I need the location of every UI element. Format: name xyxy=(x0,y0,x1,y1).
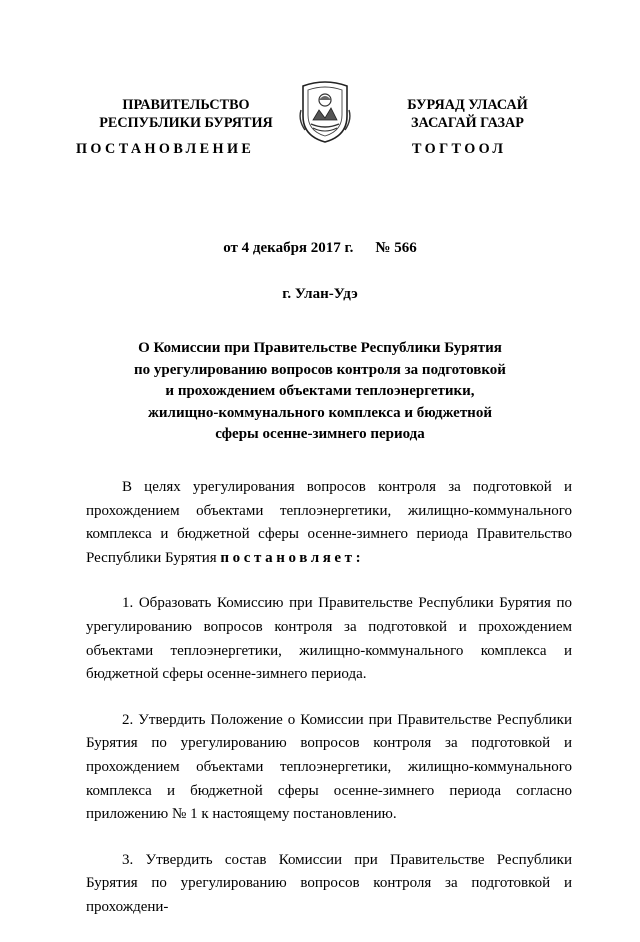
title-line: О Комиссии при Правительстве Республики Бурятия xyxy=(138,340,502,356)
preamble-keyword: постановляет: xyxy=(220,549,365,566)
document-title xyxy=(120,338,520,446)
doc-kind-ru: ПОСТАНОВЛЕНИЕ xyxy=(76,141,255,157)
preamble-paragraph xyxy=(86,476,572,570)
issuer-line-1-bua: БУРЯАД УЛАСАЙ xyxy=(407,97,528,113)
issuer-header-bua xyxy=(380,96,555,132)
title-line: и прохождением объектами теплоэнергетики, xyxy=(165,383,475,399)
title-line: жилищно-коммунального комплекса и бюджетной xyxy=(148,404,492,421)
issuer-line-2: РЕСПУБЛИКИ БУРЯТИЯ xyxy=(99,115,273,131)
resolution-item-2: 2. Утвердить Положение о Комиссии при Правительстве Республики Бурятия по урегулированию вопросов контроля за подготовкой и прохождением объектами теплоэнергетики, жилищно-коммунального комплекса и бюджетной сферы осенне-зимнего периода согласно приложению № 1 к настоящему постановлению. xyxy=(86,711,572,823)
resolution-item-3: 3. Утвердить состав Комиссии при Правительстве Республики Бурятия по урегулированию вопросов контроля за подготовкой и прохождени- xyxy=(86,851,572,915)
document-city: г. Улан-Удэ xyxy=(282,286,358,302)
issuer-header-ru xyxy=(86,96,286,132)
issuer-line-1: ПРАВИТЕЛЬСТВО xyxy=(122,97,250,113)
preamble-text: В целях урегулирования вопросов контроля за подготовкой и прохождением объектами теплоэнергетики, жилищно-коммунального комплекса и бюджетной сферы осенне-зимнего периода Правительство Республики Бурятия xyxy=(86,479,572,566)
resolution-item-1: 1. Образовать Комиссию при Правительстве Республики Бурятия по урегулированию вопросов контроля за подготовкой и прохождением объектами теплоэнергетики, жилищно-коммунального комплекса и бюджетной сферы осенне-зимнего периода. xyxy=(86,595,572,683)
coat-of-arms-icon xyxy=(299,80,351,144)
title-line: сферы осенне-зимнего периода xyxy=(215,426,425,442)
document-body xyxy=(86,476,572,942)
doc-kind-bua: ТОГТООЛ xyxy=(412,141,507,157)
title-line: по урегулированию вопросов контроля за подготовкой xyxy=(134,361,506,378)
document-number: № 566 xyxy=(375,240,417,256)
document-date-number xyxy=(0,240,640,257)
issuer-line-2-bua: ЗАСАГАЙ ГАЗАР xyxy=(411,115,524,131)
document-date: от 4 декабря 2017 г. xyxy=(223,240,354,256)
